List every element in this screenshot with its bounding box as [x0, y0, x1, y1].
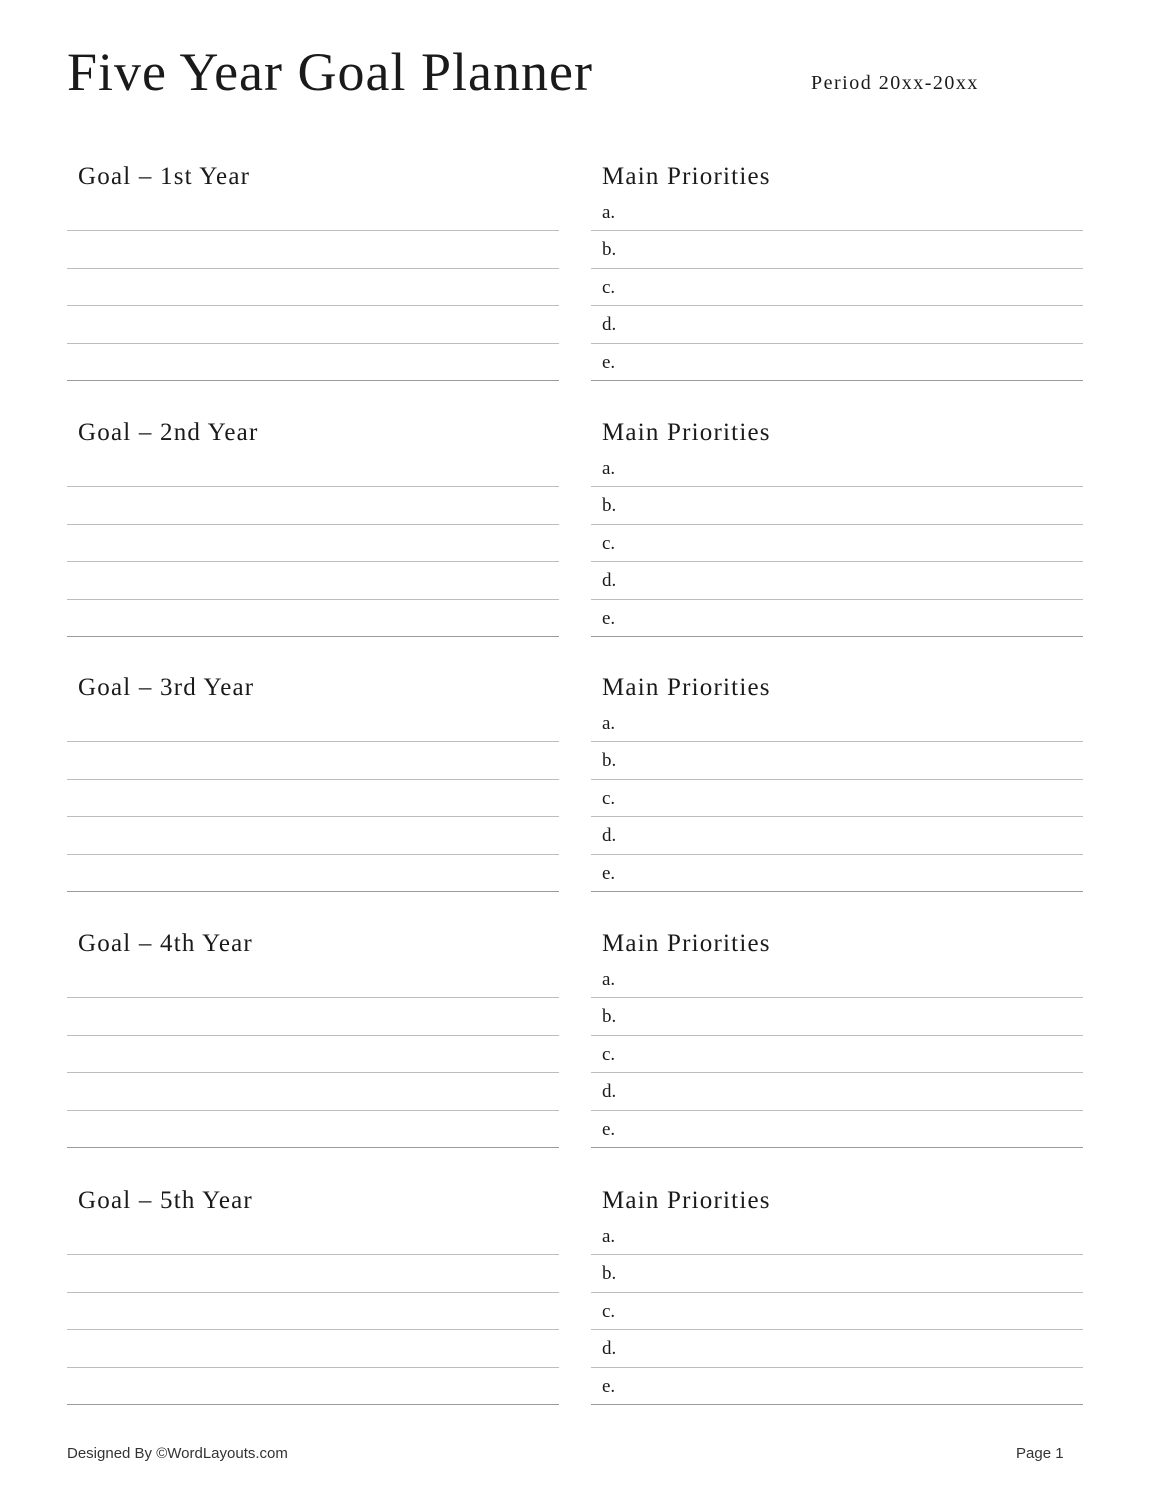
priorities-heading: Main Priorities: [602, 1187, 771, 1214]
priority-writing-line[interactable]: [591, 997, 1083, 998]
priorities-heading: Main Priorities: [602, 930, 771, 957]
priority-writing-line[interactable]: [591, 854, 1083, 855]
goal-writing-line[interactable]: [67, 1110, 559, 1111]
priority-writing-line[interactable]: [591, 1292, 1083, 1293]
goal-heading: Goal – 1st Year: [78, 163, 251, 190]
goal-writing-line[interactable]: [67, 561, 559, 562]
goal-writing-line[interactable]: [67, 1329, 559, 1330]
priority-writing-line[interactable]: [591, 1035, 1083, 1036]
footer-page-number: Page 1: [1016, 1445, 1064, 1462]
goal-writing-line[interactable]: [67, 1035, 559, 1036]
priorities-heading: Main Priorities: [602, 419, 771, 446]
page-title: Five Year Goal Planner: [67, 42, 593, 102]
priority-item-label: a.: [602, 969, 616, 990]
priority-item-label: d.: [602, 570, 617, 591]
priority-item-label: b.: [602, 495, 617, 516]
priority-item-label: d.: [602, 1081, 617, 1102]
goal-heading: Goal – 4th Year: [78, 930, 253, 957]
priority-writing-line[interactable]: [591, 486, 1083, 487]
priority-item-label: b.: [602, 1006, 617, 1027]
priority-writing-line[interactable]: [591, 1367, 1083, 1368]
goal-writing-line[interactable]: [67, 1072, 559, 1073]
goal-writing-line[interactable]: [67, 741, 559, 742]
priority-item-label: a.: [602, 1226, 616, 1247]
goal-writing-line[interactable]: [67, 1404, 559, 1405]
goal-column: [67, 418, 559, 658]
goal-writing-line[interactable]: [67, 891, 559, 892]
goal-writing-line[interactable]: [67, 343, 559, 344]
priority-item-label: c.: [602, 277, 616, 298]
priority-writing-line[interactable]: [591, 891, 1083, 892]
goal-writing-line[interactable]: [67, 997, 559, 998]
goal-writing-line[interactable]: [67, 380, 559, 381]
priority-item-label: c.: [602, 1044, 616, 1065]
priority-item-label: a.: [602, 713, 616, 734]
priority-item-label: b.: [602, 1263, 617, 1284]
priority-writing-line[interactable]: [591, 524, 1083, 525]
goal-writing-line[interactable]: [67, 854, 559, 855]
priority-item-label: a.: [602, 458, 616, 479]
priority-item-label: e.: [602, 1119, 616, 1140]
goal-writing-line[interactable]: [67, 268, 559, 269]
priority-writing-line[interactable]: [591, 599, 1083, 600]
goal-section: [0, 929, 1152, 1169]
priority-item-label: c.: [602, 533, 616, 554]
priorities-heading: Main Priorities: [602, 163, 771, 190]
goal-column: [67, 673, 559, 913]
priority-item-label: c.: [602, 1301, 616, 1322]
goal-heading: Goal – 2nd Year: [78, 419, 259, 446]
priority-writing-line[interactable]: [591, 305, 1083, 306]
goal-writing-line[interactable]: [67, 1147, 559, 1148]
goal-writing-line[interactable]: [67, 816, 559, 817]
priority-writing-line[interactable]: [591, 561, 1083, 562]
priority-item-label: b.: [602, 239, 617, 260]
priority-writing-line[interactable]: [591, 1110, 1083, 1111]
goal-section: [0, 162, 1152, 402]
priority-item-label: d.: [602, 1338, 617, 1359]
priority-item-label: e.: [602, 352, 616, 373]
priority-writing-line[interactable]: [591, 816, 1083, 817]
priority-item-label: d.: [602, 825, 617, 846]
goal-section: [0, 418, 1152, 658]
goal-writing-line[interactable]: [67, 1292, 559, 1293]
priorities-column: [591, 673, 1083, 913]
period-label: Period 20xx-20xx: [811, 72, 979, 94]
priority-item-label: d.: [602, 314, 617, 335]
priority-item-label: e.: [602, 863, 616, 884]
priority-writing-line[interactable]: [591, 380, 1083, 381]
goal-writing-line[interactable]: [67, 779, 559, 780]
priority-writing-line[interactable]: [591, 1329, 1083, 1330]
goal-writing-line[interactable]: [67, 599, 559, 600]
priority-writing-line[interactable]: [591, 1147, 1083, 1148]
priority-writing-line[interactable]: [591, 1072, 1083, 1073]
goal-writing-line[interactable]: [67, 230, 559, 231]
priority-writing-line[interactable]: [591, 779, 1083, 780]
priorities-heading: Main Priorities: [602, 674, 771, 701]
goal-writing-line[interactable]: [67, 486, 559, 487]
priority-writing-line[interactable]: [591, 230, 1083, 231]
goal-column: [67, 162, 559, 402]
priorities-column: [591, 162, 1083, 402]
priorities-column: [591, 929, 1083, 1169]
goal-column: [67, 1186, 559, 1426]
priorities-column: [591, 418, 1083, 658]
priority-item-label: c.: [602, 788, 616, 809]
priorities-column: [591, 1186, 1083, 1426]
goal-writing-line[interactable]: [67, 1367, 559, 1368]
goal-writing-line[interactable]: [67, 636, 559, 637]
goal-column: [67, 929, 559, 1169]
priority-writing-line[interactable]: [591, 343, 1083, 344]
priority-item-label: a.: [602, 202, 616, 223]
goal-heading: Goal – 5th Year: [78, 1187, 253, 1214]
goal-heading: Goal – 3rd Year: [78, 674, 255, 701]
priority-writing-line[interactable]: [591, 741, 1083, 742]
goal-section: [0, 673, 1152, 913]
priority-writing-line[interactable]: [591, 636, 1083, 637]
goal-section: [0, 1186, 1152, 1426]
goal-writing-line[interactable]: [67, 1254, 559, 1255]
priority-item-label: e.: [602, 608, 616, 629]
priority-item-label: b.: [602, 750, 617, 771]
priority-writing-line[interactable]: [591, 1254, 1083, 1255]
goal-writing-line[interactable]: [67, 305, 559, 306]
goal-writing-line[interactable]: [67, 524, 559, 525]
footer-credit: Designed By ©WordLayouts.com: [67, 1445, 288, 1462]
priority-writing-line[interactable]: [591, 268, 1083, 269]
priority-writing-line[interactable]: [591, 1404, 1083, 1405]
priority-item-label: e.: [602, 1376, 616, 1397]
